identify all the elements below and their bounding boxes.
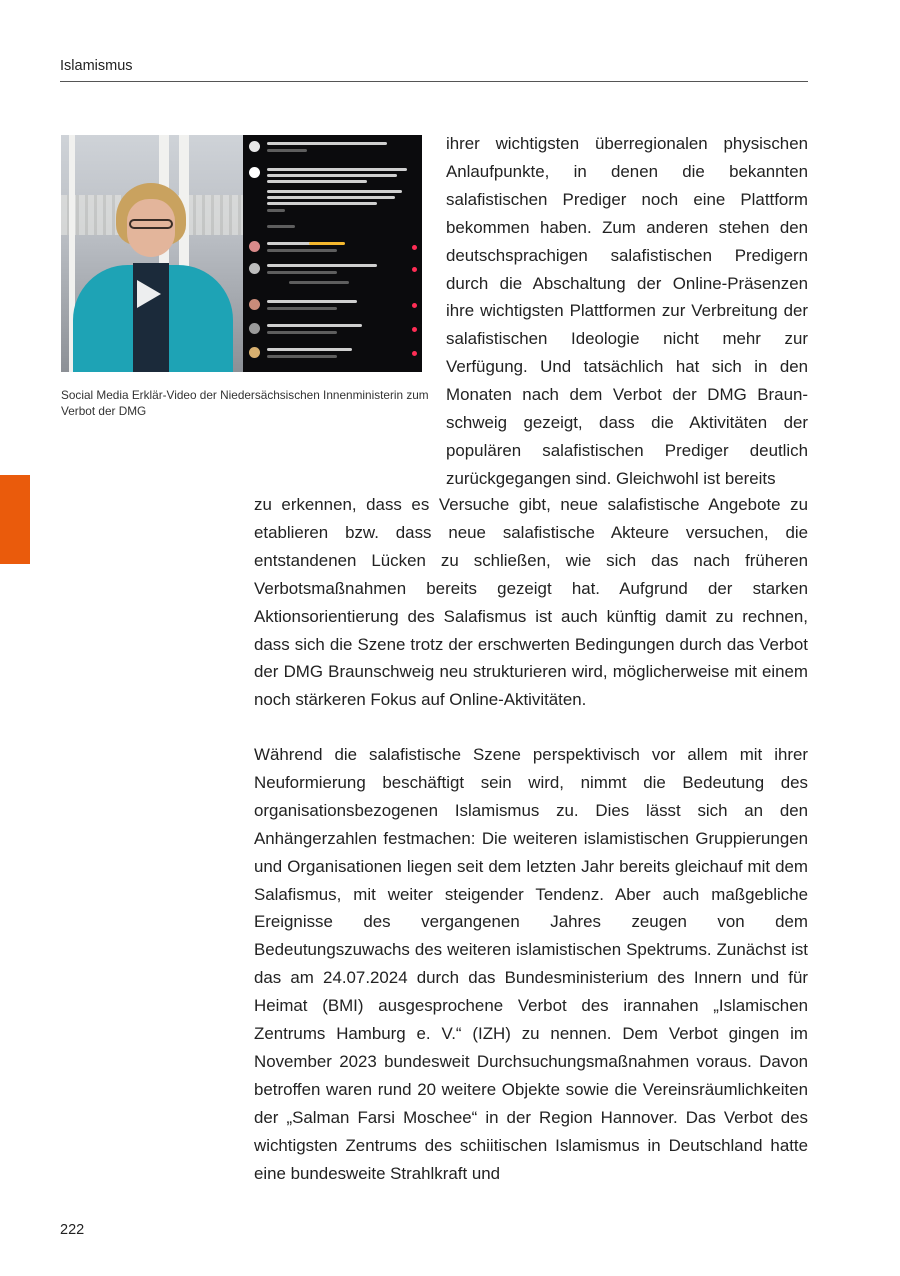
avatar bbox=[249, 141, 260, 152]
emoji-line bbox=[309, 242, 345, 245]
comment-text-line bbox=[267, 348, 352, 351]
video-figure[interactable] bbox=[61, 135, 422, 372]
heart-icon[interactable] bbox=[412, 245, 417, 250]
chapter-side-tab bbox=[0, 475, 30, 564]
comment-text-line bbox=[267, 190, 402, 193]
heart-icon[interactable] bbox=[412, 267, 417, 272]
avatar bbox=[249, 241, 260, 252]
comment-meta-line bbox=[267, 249, 337, 252]
figure-caption: Social Media Erklär-Video der Niedersächsischen Innenministerin zum Verbot der DMG bbox=[61, 388, 429, 418]
avatar bbox=[249, 299, 260, 310]
body-paragraph-main-column bbox=[254, 491, 808, 714]
speaker-glasses bbox=[129, 219, 173, 229]
comment-meta-line bbox=[289, 281, 349, 284]
avatar bbox=[249, 167, 260, 178]
comments-panel bbox=[243, 135, 422, 372]
page-number: 222 bbox=[60, 1222, 85, 1238]
comment-meta-line bbox=[267, 331, 337, 334]
body-text-block: ihrer wichtigsten überregionalen physischen Anlaufpunkte, in denen die bekannten salafistischen Prediger noch eine Plattform bekommen haben. Zum anderen stehen den deutschsprachigen salafistischen Predigern durch die Abschaltung der Online-Präsenzen ihre wichtigsten Plattformen zur Verbreitung der salafistischen Ideologie nicht mehr zur Verfügung. Und tatsächlich hat sich in den Monaten nach dem Verbot der DMG Braunschweig gezeigt, dass die Aktivitäten der populären salafistischen Prediger deutlich zurückgegangen sind. Gleichwohl ist bereits bbox=[446, 134, 808, 488]
comment-text-line bbox=[267, 174, 397, 177]
body-paragraph-right-column bbox=[446, 130, 808, 493]
avatar bbox=[249, 263, 260, 274]
comment-meta-line bbox=[267, 307, 337, 310]
heart-icon[interactable] bbox=[412, 303, 417, 308]
comment-meta-line bbox=[267, 271, 337, 274]
comment-meta-line bbox=[267, 209, 285, 212]
play-icon[interactable] bbox=[137, 280, 161, 308]
comment-text-line bbox=[267, 324, 362, 327]
heart-icon[interactable] bbox=[412, 327, 417, 332]
comment-text-line bbox=[267, 196, 395, 199]
comment-text-line bbox=[267, 180, 367, 183]
header-rule bbox=[60, 81, 808, 82]
comment-text-line bbox=[267, 300, 357, 303]
comment-text-line bbox=[267, 168, 407, 171]
video-frame[interactable] bbox=[61, 135, 243, 372]
comment-text-line bbox=[267, 202, 377, 205]
avatar bbox=[249, 323, 260, 334]
comment-text-line bbox=[267, 142, 387, 145]
comment-meta-line bbox=[267, 225, 295, 228]
body-paragraph-second bbox=[254, 741, 808, 1188]
body-text-block: Während die salafistische Szene perspektivisch vor allem mit ihrer Neuformierung beschäftigt sein wird, nimmt die Bedeutung des organisationsbezogenen Islamismus zu. Dies lässt sich an den Anhängerzahlen festmachen: Die weiteren islamistischen Gruppierungen und Organisationen liegen seit dem letzten Jahr bereits gleichauf mit dem Salafismus, mit weiter steigender Tendenz. Aber auch maßgebliche Ereignisse des vergangenen Jahres zeugen von dem Bedeutungszuwachs des weiteren islamistischen Spektrums. Zunächst ist das am 24.07.2024 durch das Bundesministerium des Innern und für Heimat (BMI) ausgesprochene Verbot des irannahen „Islamischen Zentrums Hamburg e. V.“ (IZH) zu nennen. Dem Verbot gingen im November 2023 bundesweit Durchsuchungsmaßnahmen voraus. Davon betroffen waren rund 20 weitere Objekte sowie die Vereinsräumlichkeiten der „Salman Farsi Moschee“ in der Region Hannover. Das Verbot des wichtigsten Zentrums des schiitischen Islamismus in Deutschland hatte eine bundesweite Strahlkraft und bbox=[254, 745, 808, 1183]
heart-icon[interactable] bbox=[412, 351, 417, 356]
running-header-title: Islamismus bbox=[60, 58, 133, 74]
comment-meta-line bbox=[267, 355, 337, 358]
avatar bbox=[249, 347, 260, 358]
comment-meta-line bbox=[267, 149, 307, 152]
comment-text-line bbox=[267, 264, 377, 267]
body-text-block: zu erkennen, dass es Versuche gibt, neue salafistische Angebote zu etablieren bzw. dass neue salafistische Akteure versuchen, die entstandenen Lücken zu schließen, wie sich das nach früheren Verbotsmaßnahmen bereits gezeigt hat. Aufgrund der starken Aktionsorientierung des Salafismus ist auch künftig damit zu rechnen, dass sich die Szene trotz der erschwerten Bedingungen durch das Verbot der DMG Braunschweig neu strukturieren wird, möglicherweise mit einem noch stärkeren Fokus auf Online-Aktivitäten. bbox=[254, 495, 808, 710]
